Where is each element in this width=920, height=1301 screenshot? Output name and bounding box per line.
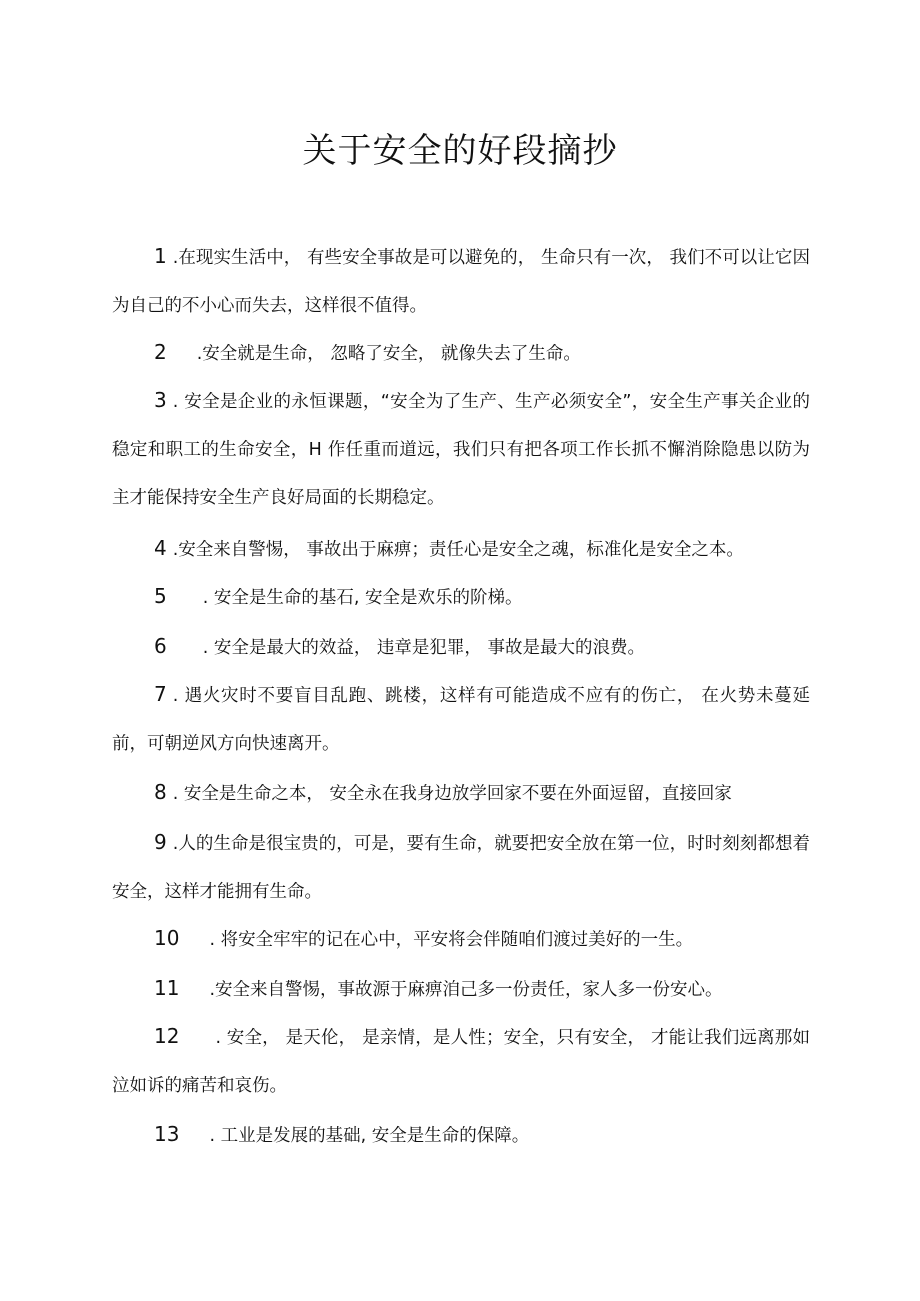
item-number: 12 xyxy=(154,1024,180,1048)
paragraph-8 xyxy=(112,768,810,818)
item-number: 6 xyxy=(154,634,167,658)
item-number: 13 xyxy=(154,1122,180,1146)
item-number: 2 xyxy=(154,340,167,364)
item-number: 7 xyxy=(154,682,167,706)
item-text: .在现实生活中， 有些安全事故是可以避免的， 生命只有一次， 我们不可以让它因为自己的不小心而失去，这样很不值得。 xyxy=(112,248,810,316)
paragraph-7 xyxy=(112,670,810,768)
item-text: . 安全， 是天伦， 是亲情，是人性；安全，只有安全， 才能让我们远离那如泣如诉的痛苦和哀伤。 xyxy=(112,1028,810,1096)
item-text: . 遇火灾时不要盲目乱跑、跳楼，这样有可能造成不应有的伤亡， 在火势未蔓延前，可朝逆风方向快速离开。 xyxy=(112,686,810,754)
item-text: .人的生命是很宝贵的，可是，要有生命，就要把安全放在第一位，时时刻刻都想着安全，这样才能拥有生命。 xyxy=(112,834,810,902)
paragraph-10 xyxy=(112,914,810,964)
item-number: 5 xyxy=(154,584,167,608)
item-text: .安全来自警惕，事故源于麻痹洎己多一份责任，家人多一份安心。 xyxy=(209,980,723,1000)
item-text: . 安全是生命的基石, 安全是欢乐的阶梯。 xyxy=(202,588,523,608)
item-text: . 安全是生命之本， 安全永在我身边放学回家不要在外面逗留，直接回家 xyxy=(172,784,732,804)
item-text: .安全来自警惕， 事故出于麻痹；责任心是安全之魂，标准化是安全之本。 xyxy=(172,540,744,560)
item-number: 11 xyxy=(154,976,180,1000)
page-title: 关于安全的好段摘抄 xyxy=(302,131,618,171)
item-number: 10 xyxy=(154,926,180,950)
item-text: . 安全是企业的永恒课题，“安全为了生产、生产必须安全”，安全生产事关企业的稳定和职工的生命安全，H 作任重而道远，我们只有把各项工作长抓不懈消除隐患以防为主才能保持安全生产良好局面的长期稳定。 xyxy=(112,392,810,508)
paragraph-5 xyxy=(112,572,810,622)
paragraph-1 xyxy=(112,232,810,330)
paragraph-9 xyxy=(112,818,810,916)
paragraph-6 xyxy=(112,622,810,672)
paragraph-2 xyxy=(112,328,810,378)
paragraph-12 xyxy=(112,1012,810,1110)
paragraph-3 xyxy=(112,376,810,522)
item-text: . 安全是最大的效益， 违章是犯罪， 事故是最大的浪费。 xyxy=(202,638,645,658)
item-number: 3 xyxy=(154,388,167,412)
paragraph-11 xyxy=(112,964,810,1014)
item-text: . 将安全牢牢的记在心中，平安将会伴随咱们渡过美好的一生。 xyxy=(209,930,694,950)
item-number: 8 xyxy=(154,780,167,804)
item-number: 4 xyxy=(154,536,167,560)
item-number: 9 xyxy=(154,830,167,854)
paragraph-4 xyxy=(112,524,810,574)
item-number: 1 xyxy=(154,244,167,268)
item-text: . 工业是发展的基础, 安全是生命的保障。 xyxy=(209,1126,530,1146)
paragraph-13 xyxy=(112,1110,810,1160)
item-text: .安全就是生命， 忽略了安全， 就像失去了生命。 xyxy=(196,344,581,364)
